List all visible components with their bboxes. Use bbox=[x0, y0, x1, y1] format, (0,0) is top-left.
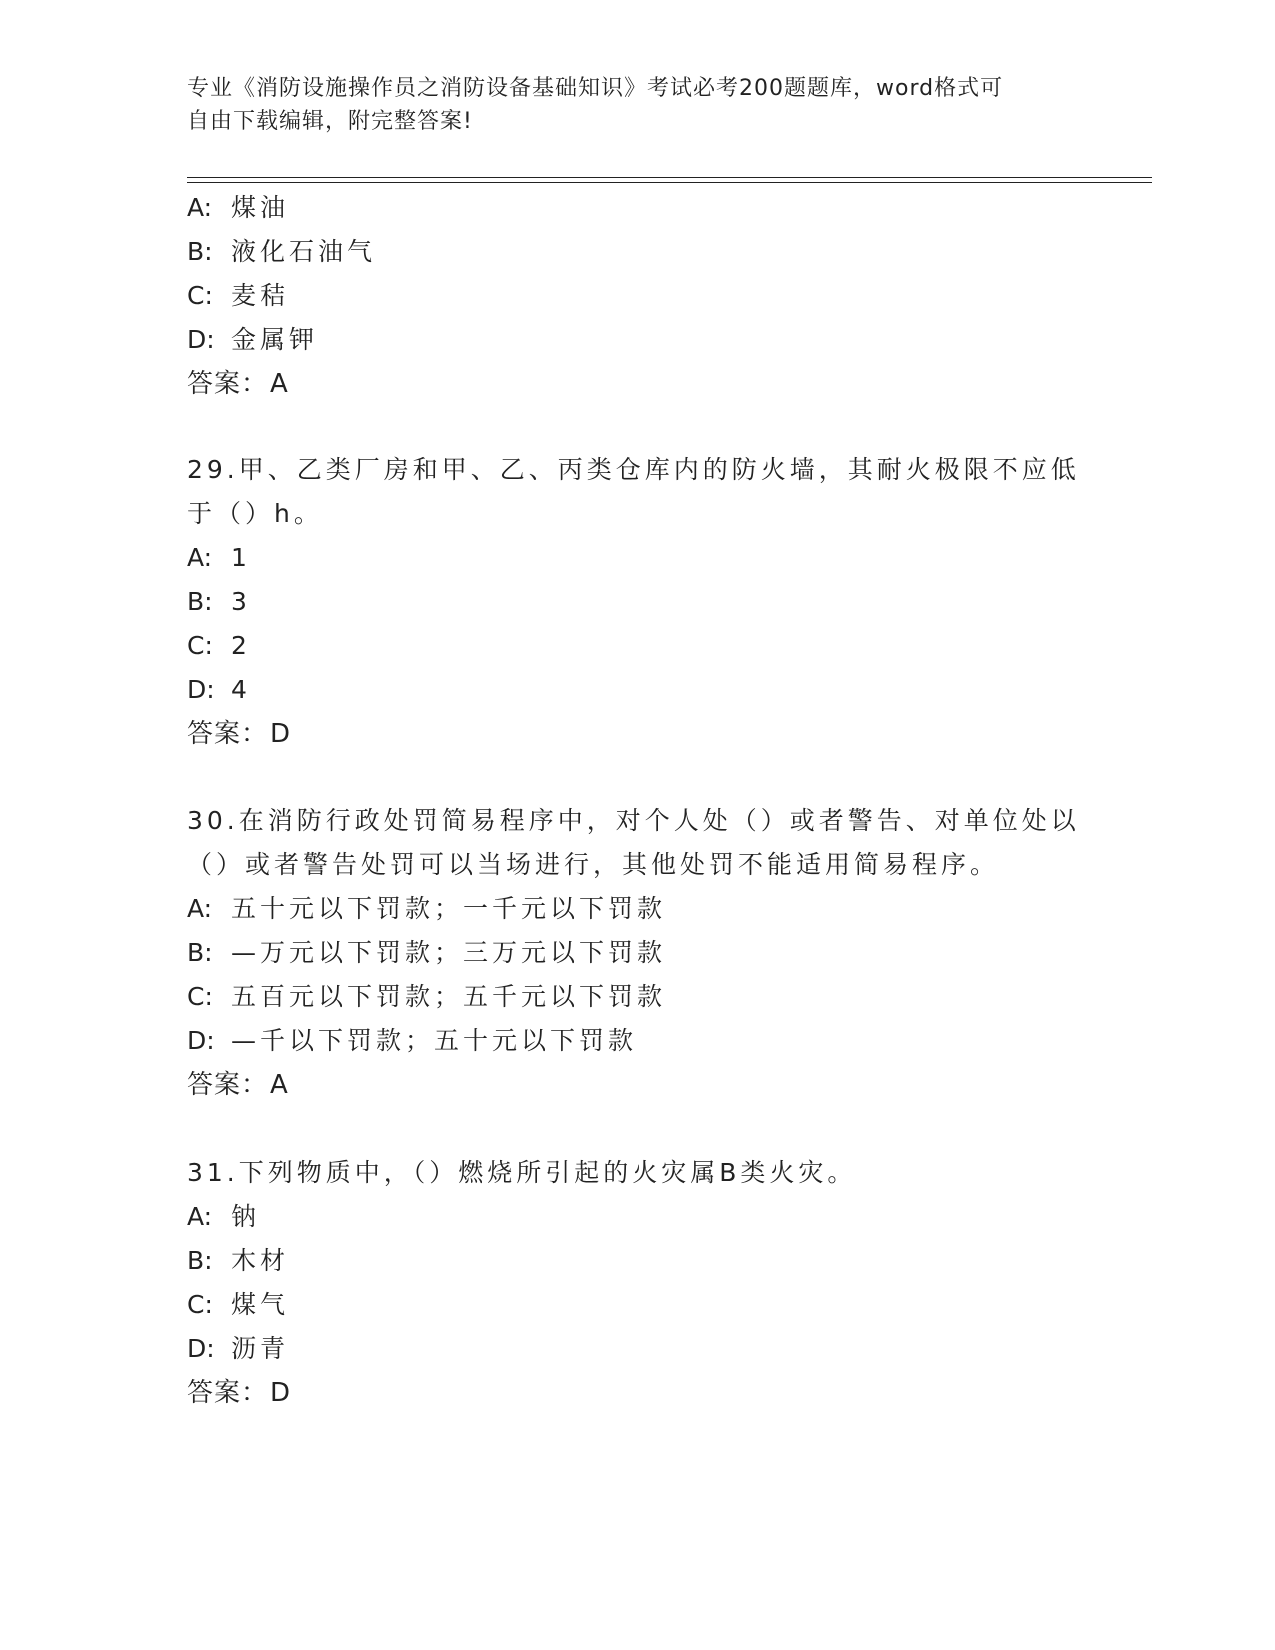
option-key: B: bbox=[187, 938, 213, 967]
option-text: 3 bbox=[231, 587, 251, 616]
option-text: 麦秸 bbox=[231, 281, 290, 310]
option-text: 木材 bbox=[231, 1246, 290, 1275]
answer-value: D bbox=[270, 719, 291, 749]
header-divider-bottom bbox=[187, 182, 1152, 183]
header-divider-top bbox=[187, 177, 1152, 178]
answer-value: A bbox=[270, 369, 288, 399]
option-key: B: bbox=[187, 587, 213, 616]
q31-option-d bbox=[187, 1333, 289, 1365]
option-key: D: bbox=[187, 1026, 215, 1055]
option-text: 液化石油气 bbox=[231, 237, 377, 266]
option-key: C: bbox=[187, 281, 213, 310]
q28-option-a bbox=[187, 192, 289, 224]
answer-label: 答案： bbox=[187, 719, 269, 749]
option-text: 4 bbox=[231, 675, 251, 704]
document-header bbox=[187, 72, 1087, 138]
option-text: 五百元以下罚款；五千元以下罚款 bbox=[231, 982, 667, 1011]
option-text: 煤油 bbox=[231, 193, 290, 222]
option-key: A: bbox=[187, 543, 213, 572]
option-key: A: bbox=[187, 894, 213, 923]
option-text: 1 bbox=[231, 543, 251, 572]
answer-value: A bbox=[270, 1070, 288, 1100]
option-key: C: bbox=[187, 982, 213, 1011]
q31-option-c bbox=[187, 1289, 289, 1321]
answer-label: 答案： bbox=[187, 369, 269, 399]
q28-option-d bbox=[187, 324, 318, 356]
q29-option-b bbox=[187, 586, 251, 618]
q30-stem-line-1: 30.在消防行政处罚简易程序中，对个人处（）或者警告、对单位处以 bbox=[187, 806, 1080, 835]
q28-option-b bbox=[187, 236, 376, 268]
q29-answer bbox=[187, 718, 290, 750]
q30-option-d bbox=[187, 1025, 637, 1057]
q31-stem-line-1: 31.下列物质中，（）燃烧所引起的火灾属B类火灾。 bbox=[187, 1158, 857, 1187]
option-text: 2 bbox=[231, 631, 251, 660]
q31-answer bbox=[187, 1377, 290, 1409]
q30-stem-line-2: （）或者警告处罚可以当场进行，其他处罚不能适用简易程序。 bbox=[187, 850, 1000, 879]
q28-option-c bbox=[187, 280, 289, 312]
option-text: 金属钾 bbox=[231, 325, 319, 354]
q28-answer bbox=[187, 368, 288, 400]
q29-option-d bbox=[187, 674, 251, 706]
q29-option-a bbox=[187, 542, 251, 574]
q30-option-c bbox=[187, 981, 666, 1013]
q29-option-c bbox=[187, 630, 251, 662]
option-key: B: bbox=[187, 237, 213, 266]
option-key: D: bbox=[187, 1334, 215, 1363]
option-key: B: bbox=[187, 1246, 213, 1275]
option-text: 沥青 bbox=[231, 1334, 290, 1363]
q31-option-a bbox=[187, 1201, 260, 1233]
q29-stem-line-2: 于（）h。 bbox=[187, 499, 323, 528]
option-key: A: bbox=[187, 193, 213, 222]
option-key: C: bbox=[187, 631, 213, 660]
q31-option-b bbox=[187, 1245, 289, 1277]
option-key: A: bbox=[187, 1202, 213, 1231]
header-line-1: 专业《消防设施操作员之消防设备基础知识》考试必考200题题库，word格式可 bbox=[187, 76, 1004, 101]
q30-answer bbox=[187, 1069, 288, 1101]
answer-label: 答案： bbox=[187, 1378, 269, 1408]
option-key: D: bbox=[187, 675, 215, 704]
option-text: 钠 bbox=[231, 1202, 261, 1231]
option-key: D: bbox=[187, 325, 215, 354]
q29-stem-line-1: 29.甲、乙类厂房和甲、乙、丙类仓库内的防火墙，其耐火极限不应低 bbox=[187, 455, 1080, 484]
option-text: —万元以下罚款；三万元以下罚款 bbox=[231, 938, 667, 967]
option-text: 五十元以下罚款；一千元以下罚款 bbox=[231, 894, 667, 923]
answer-value: D bbox=[270, 1378, 291, 1408]
option-text: 煤气 bbox=[231, 1290, 290, 1319]
q30-option-b bbox=[187, 937, 666, 969]
option-key: C: bbox=[187, 1290, 213, 1319]
q30-option-a bbox=[187, 893, 666, 925]
header-line-2: 自由下载编辑，附完整答案! bbox=[187, 109, 473, 134]
answer-label: 答案： bbox=[187, 1070, 269, 1100]
option-text: —千以下罚款；五十元以下罚款 bbox=[231, 1026, 638, 1055]
